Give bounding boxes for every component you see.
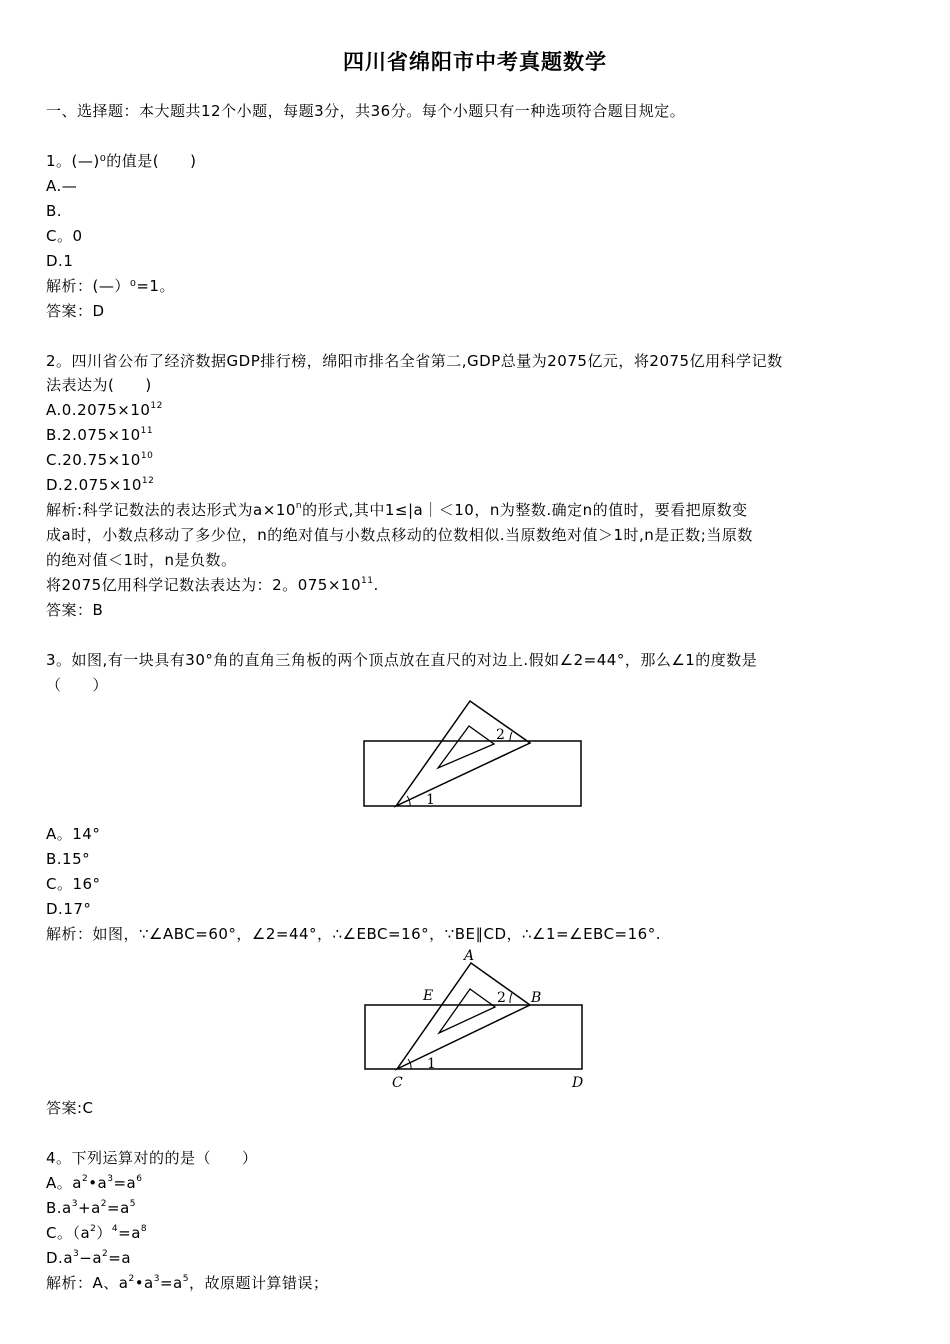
q4-stem: 4。下列运算对的的是（ ） — [46, 1149, 258, 1167]
point-a-label: A — [464, 948, 475, 964]
q4-option-b: $B.a^3+a^2=a^5$ — [46, 1199, 136, 1217]
q3-stem-line2: （ ） — [46, 676, 109, 694]
q1-option-b: B. — [46, 202, 63, 220]
q1-option-c: C。0 — [46, 227, 83, 245]
q4-analysis: 解析：A、$a^2•a^3=a^5$，故原题计算错误； — [46, 1274, 329, 1292]
angle2-label: 2 — [497, 990, 506, 1006]
q3-option-a: A。14° — [46, 825, 101, 843]
q1-option-d: D.1 — [46, 252, 74, 270]
page-title: 四川省绵阳市中考真题数学 — [343, 50, 607, 74]
point-b-label: B — [531, 990, 542, 1006]
q2-analysis-line2: 成a时，小数点移动了多少位，n的绝对值与小数点移动的位数相似.当原数绝对值＞1时,n是正数;当原数 — [46, 526, 753, 544]
triangle-inner — [438, 726, 494, 768]
q1-stem: 1。(—)⁰的值是( ) — [46, 152, 197, 170]
q2-option-c: $C.20.75\times 10^{10}$ — [46, 451, 154, 469]
q2-analysis-line3: 的绝对值＜1时，n是负数。 — [46, 551, 237, 569]
q1-option-a: A.— — [46, 177, 78, 195]
ruler-rectangle — [364, 741, 581, 806]
point-d-label: D — [572, 1075, 584, 1091]
q2-stem-line1: 2。四川省公布了经济数据GDP排行榜，绵阳市排名全省第二,GDP总量为2075亿元，将2075亿用科学记数 — [46, 352, 783, 370]
q2-answer: 答案：B — [46, 601, 104, 619]
q1-analysis: 解析：(—）⁰=1。 — [46, 277, 175, 295]
point-c-label: C — [392, 1075, 403, 1091]
q4-option-d: $D.a^3-a^2=a$ — [46, 1249, 132, 1267]
triangle-outer — [397, 963, 530, 1069]
q4-option-a: A。$a^2•a^3=a^6$ — [46, 1174, 143, 1192]
q3-answer: 答案:C — [46, 1099, 94, 1117]
point-e-label: E — [423, 988, 434, 1004]
angle1-label: 1 — [427, 1056, 436, 1072]
angle2-label: 2 — [496, 727, 505, 743]
q3-figure-ruler-triangle — [360, 696, 590, 811]
angle2-arc — [510, 732, 512, 741]
q2-option-a: $A.0.2075\times 10^{12}$ — [46, 401, 163, 419]
q2-option-d: $D.2.075\times 10^{12}$ — [46, 476, 155, 494]
section-instructions: 一、选择题：本大题共12个小题，每题3分，共36分。每个小题只有一种选项符合题目规定。 — [46, 102, 686, 120]
ruler-rectangle — [365, 1005, 582, 1069]
q3-option-d: D.17° — [46, 900, 92, 918]
q3-analysis: 解析：如图，∵∠ABC=60°，∠2=44°，∴∠EBC=16°，∵BE∥CD，∴∠1=∠EBC=16°. — [46, 925, 661, 943]
q2-analysis-line4: 将2075亿用科学记数法表达为：2。$075\times 10^{11}$. — [46, 576, 379, 594]
q1-answer: 答案：D — [46, 302, 105, 320]
angle1-label: 1 — [426, 792, 435, 808]
triangle-outer — [396, 701, 530, 806]
q4-option-c: C。$(a^2)^4=a^8$ — [46, 1224, 148, 1242]
q2-stem-line2: 法表达为( ) — [46, 376, 152, 394]
q3-stem-line1: 3。如图,有一块具有30°角的直角三角板的两个顶点放在直尺的对边上.假如∠2=44°，那么∠1的度数是 — [46, 651, 758, 669]
angle2-arc — [510, 993, 512, 1003]
q3-analysis-figure — [360, 946, 600, 1091]
q2-option-b: $B.2.075\times 10^{11}$ — [46, 426, 154, 444]
q2-analysis-line1: 解析:科学记数法的表达形式为$a\times 10^n$的形式,其中1≤|a｜＜10，n为整数.确定n的值时，要看把原数变 — [46, 501, 748, 519]
q3-option-c: C。16° — [46, 875, 101, 893]
q3-option-b: B.15° — [46, 850, 91, 868]
